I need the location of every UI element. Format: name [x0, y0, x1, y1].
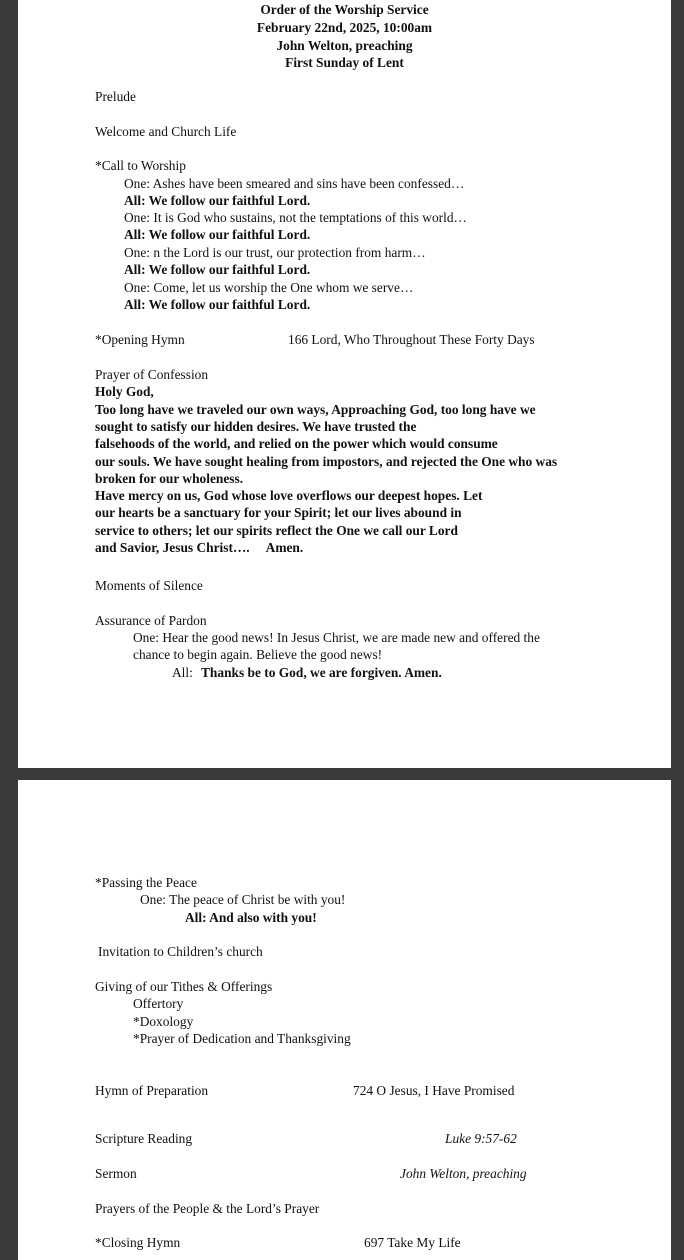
confession-line: service to others; let our spirits reflect the One we call our Lord	[95, 523, 458, 538]
scripture-value: Luke 9:57-62	[445, 1131, 517, 1146]
giving-heading: Giving of our Tithes & Offerings	[95, 979, 273, 994]
opening-hymn-label: *Opening Hymn	[95, 332, 185, 347]
call-line-one: One: Come, let us worship the One whom we serve…	[124, 280, 414, 295]
preparation-hymn-value: 724 O Jesus, I Have Promised	[353, 1083, 515, 1098]
welcome-heading: Welcome and Church Life	[95, 124, 237, 139]
pardon-all-text: Thanks be to God, we are forgiven. Amen.	[201, 665, 442, 680]
closing-hymn-value: 697 Take My Life	[364, 1235, 461, 1250]
service-preacher: John Welton, preaching	[276, 38, 413, 53]
silence-heading: Moments of Silence	[95, 578, 203, 593]
confession-line: falsehoods of the world, and relied on the power which would consume	[95, 436, 498, 451]
service-title: Order of the Worship Service	[260, 2, 429, 17]
opening-hymn-value: 166 Lord, Who Throughout These Forty Days	[288, 332, 535, 347]
call-line-one: One: Ashes have been smeared and sins have been confessed…	[124, 176, 465, 191]
pardon-one-line: chance to begin again. Believe the good news!	[133, 647, 383, 662]
confession-line: sought to satisfy our hidden desires. We have trusted the	[95, 419, 417, 434]
peace-all-line: All: And also with you!	[185, 910, 317, 925]
bulletin-page-2	[18, 780, 671, 1260]
call-line-one: One: It is God who sustains, not the temptations of this world…	[124, 210, 467, 225]
giving-item: Offertory	[133, 996, 184, 1011]
confession-line: Too long have we traveled our own ways, Approaching God, too long have we	[95, 402, 536, 417]
call-line-all: All: We follow our faithful Lord.	[124, 297, 311, 312]
peace-one-line: One: The peace of Christ be with you!	[140, 892, 346, 907]
confession-line: Holy God,	[95, 384, 154, 399]
call-line-all: All: We follow our faithful Lord.	[124, 193, 311, 208]
confession-line: and Savior, Jesus Christ…. Amen.	[95, 540, 304, 555]
call-to-worship-heading: *Call to Worship	[95, 158, 186, 173]
call-line-one: One: n the Lord is our trust, our protection from harm…	[124, 245, 426, 260]
pardon-one-line: One: Hear the good news! In Jesus Christ, we are made new and offered the	[133, 630, 540, 645]
pardon-heading: Assurance of Pardon	[95, 613, 207, 628]
prelude-heading: Prelude	[95, 89, 136, 104]
prayers-heading: Prayers of the People & the Lord’s Prayer	[95, 1201, 320, 1216]
service-date: February 22nd, 2025, 10:00am	[256, 20, 433, 35]
confession-heading: Prayer of Confession	[95, 367, 209, 382]
sermon-value: John Welton, preaching	[400, 1166, 527, 1181]
call-line-all: All: We follow our faithful Lord.	[124, 227, 311, 242]
scripture-label: Scripture Reading	[95, 1131, 193, 1146]
preparation-hymn-label: Hymn of Preparation	[95, 1083, 209, 1098]
confession-line: Have mercy on us, God whose love overflows our deepest hopes. Let	[95, 488, 483, 503]
children-heading: Invitation to Children’s church	[98, 944, 263, 959]
closing-hymn-label: *Closing Hymn	[95, 1235, 181, 1250]
call-line-all: All: We follow our faithful Lord.	[124, 262, 311, 277]
sermon-label: Sermon	[95, 1166, 137, 1181]
confession-line: our hearts be a sanctuary for your Spirit; let our lives abound in	[95, 505, 462, 520]
peace-heading: *Passing the Peace	[95, 875, 197, 890]
confession-line: our souls. We have sought healing from impostors, and rejected the One who was	[95, 454, 558, 469]
service-occasion: First Sunday of Lent	[285, 55, 404, 70]
confession-line: broken for our wholeness.	[95, 471, 244, 486]
pardon-all-label: All:	[172, 665, 193, 680]
giving-item: *Prayer of Dedication and Thanksgiving	[133, 1031, 351, 1046]
bulletin-page-1	[18, 0, 671, 768]
giving-item: *Doxology	[133, 1014, 194, 1029]
